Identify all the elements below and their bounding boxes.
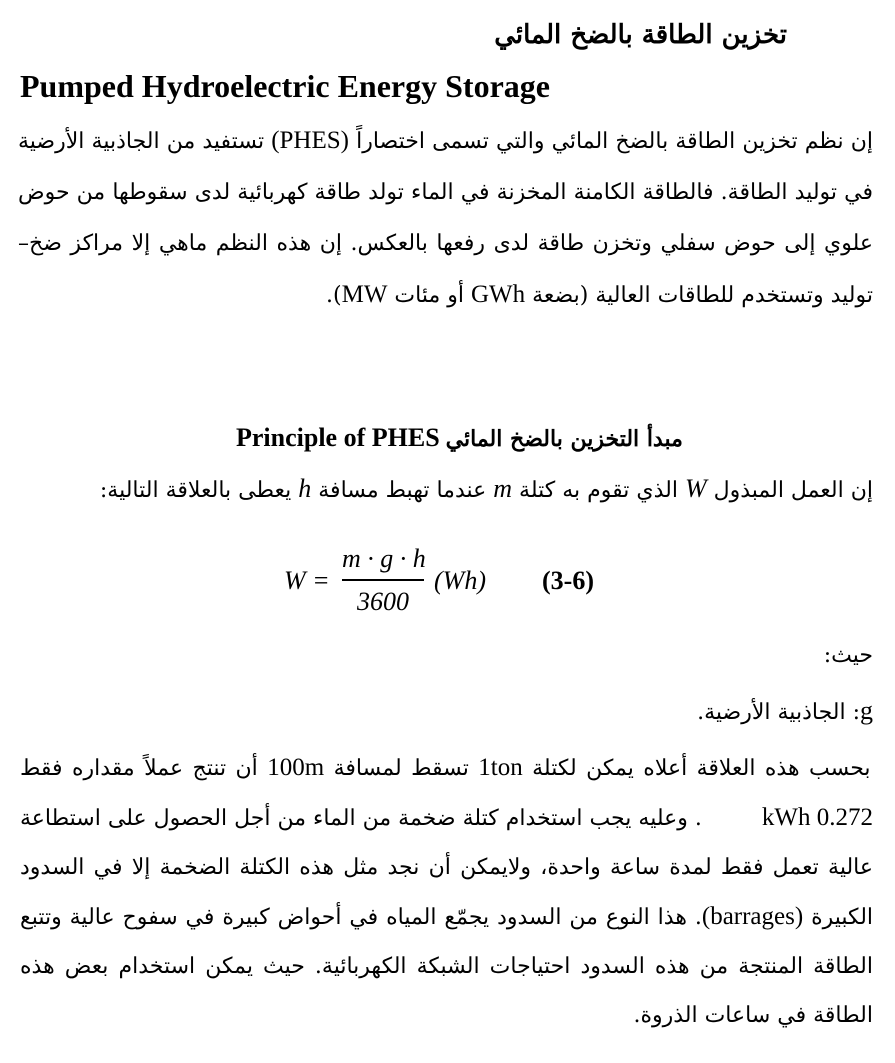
example-text-5: . هذا النوع من السدود يجمّع المياه في أحواض كبيرة في سفوح عالية وتتبع الطاقة المنتجة من هذه السدود احتياجات الشبكة الكهربائية. حيث يمكن استخدام بعض هذه الطاقة في ساعات الذروة. [20, 905, 873, 1028]
where-label: حيث: [823, 643, 873, 668]
unit-mw: MW [341, 281, 388, 308]
variable-h: h [298, 474, 312, 503]
g-text: : الجاذبية الأرضية. [697, 700, 860, 725]
variable-m: m [493, 474, 513, 503]
distance-value: 100m [267, 754, 325, 781]
english-title: Pumped Hydroelectric Energy Storage [20, 68, 550, 104]
example-text-2: تسقط لمسافة [324, 756, 479, 781]
example-text-3: أن تنتج عملاً مقداره فقط [20, 756, 268, 781]
example-text-1: بحسب هذه العلاقة أعلاه يمكن لكتلة [522, 756, 871, 781]
principle-arabic: مبدأ التخزين بالضخ المائي [445, 426, 683, 452]
intro-text-1: إن نظم تخزين الطاقة بالضخ المائي والتي تسمى اختصاراً [349, 129, 873, 154]
fraction-bar [342, 579, 424, 581]
intro-text-3: أو مئات [387, 283, 471, 308]
example-text-4: . وعليه يجب استخدام كتلة ضخمة من الماء من أجل الحصول على استطاعة عالية تعمل فقط لمدة ساعة واحدة، ولايمكن أن نجد مثل هذه الكتلة الضخمة إلا في السدود الكبيرة [20, 806, 874, 930]
example-paragraph [20, 743, 873, 1040]
barrages-term: (barrages) [701, 903, 804, 930]
principle-english: Principle of PHES [236, 423, 440, 452]
formula-numerator: m · g · h [342, 544, 426, 573]
energy-value: 0.272 kWh [761, 804, 874, 831]
intro-text-4: ). [326, 283, 342, 308]
mass-value: 1ton [478, 754, 523, 781]
g-definition [697, 696, 873, 726]
arabic-title: تخزين الطاقة بالضخ المائي [494, 20, 787, 50]
work-text-3: عندما تهبط مسافة [311, 478, 494, 503]
formula-unit: (Wh) [434, 566, 486, 595]
g-symbol: g [860, 696, 873, 725]
equation-number: (3-6) [542, 566, 594, 595]
variable-w: W [684, 474, 707, 503]
work-text-2: الذي تقوم به كتلة [512, 478, 685, 503]
work-text-1: إن العمل المبذول [706, 478, 873, 503]
intro-text-2: تستفيد من الجاذبية الأرضية في توليد الطاقة. فالطاقة الكامنة المخزنة في الماء تولد طاقة كهربائية لدى سقوطها من حوض علوي إلى حوض سفلي وتخزن طاقة لدى رفعها بالعكس. إن هذه النظم ماهي إلا مراكز ضخ– توليد وتستخدم للطاقات العالية (بضعة [18, 129, 873, 308]
work-text-4: يعطى بالعلاقة التالية: [99, 478, 299, 503]
formula-fraction [342, 542, 424, 619]
phes-abbreviation: (PHES) [271, 127, 349, 154]
work-sentence [100, 474, 873, 504]
formula-lhs: W = [284, 566, 330, 595]
intro-paragraph [18, 115, 873, 321]
principle-heading [236, 423, 683, 453]
unit-gwh: GWh [470, 281, 526, 308]
formula-denominator: 3600 [357, 586, 409, 616]
